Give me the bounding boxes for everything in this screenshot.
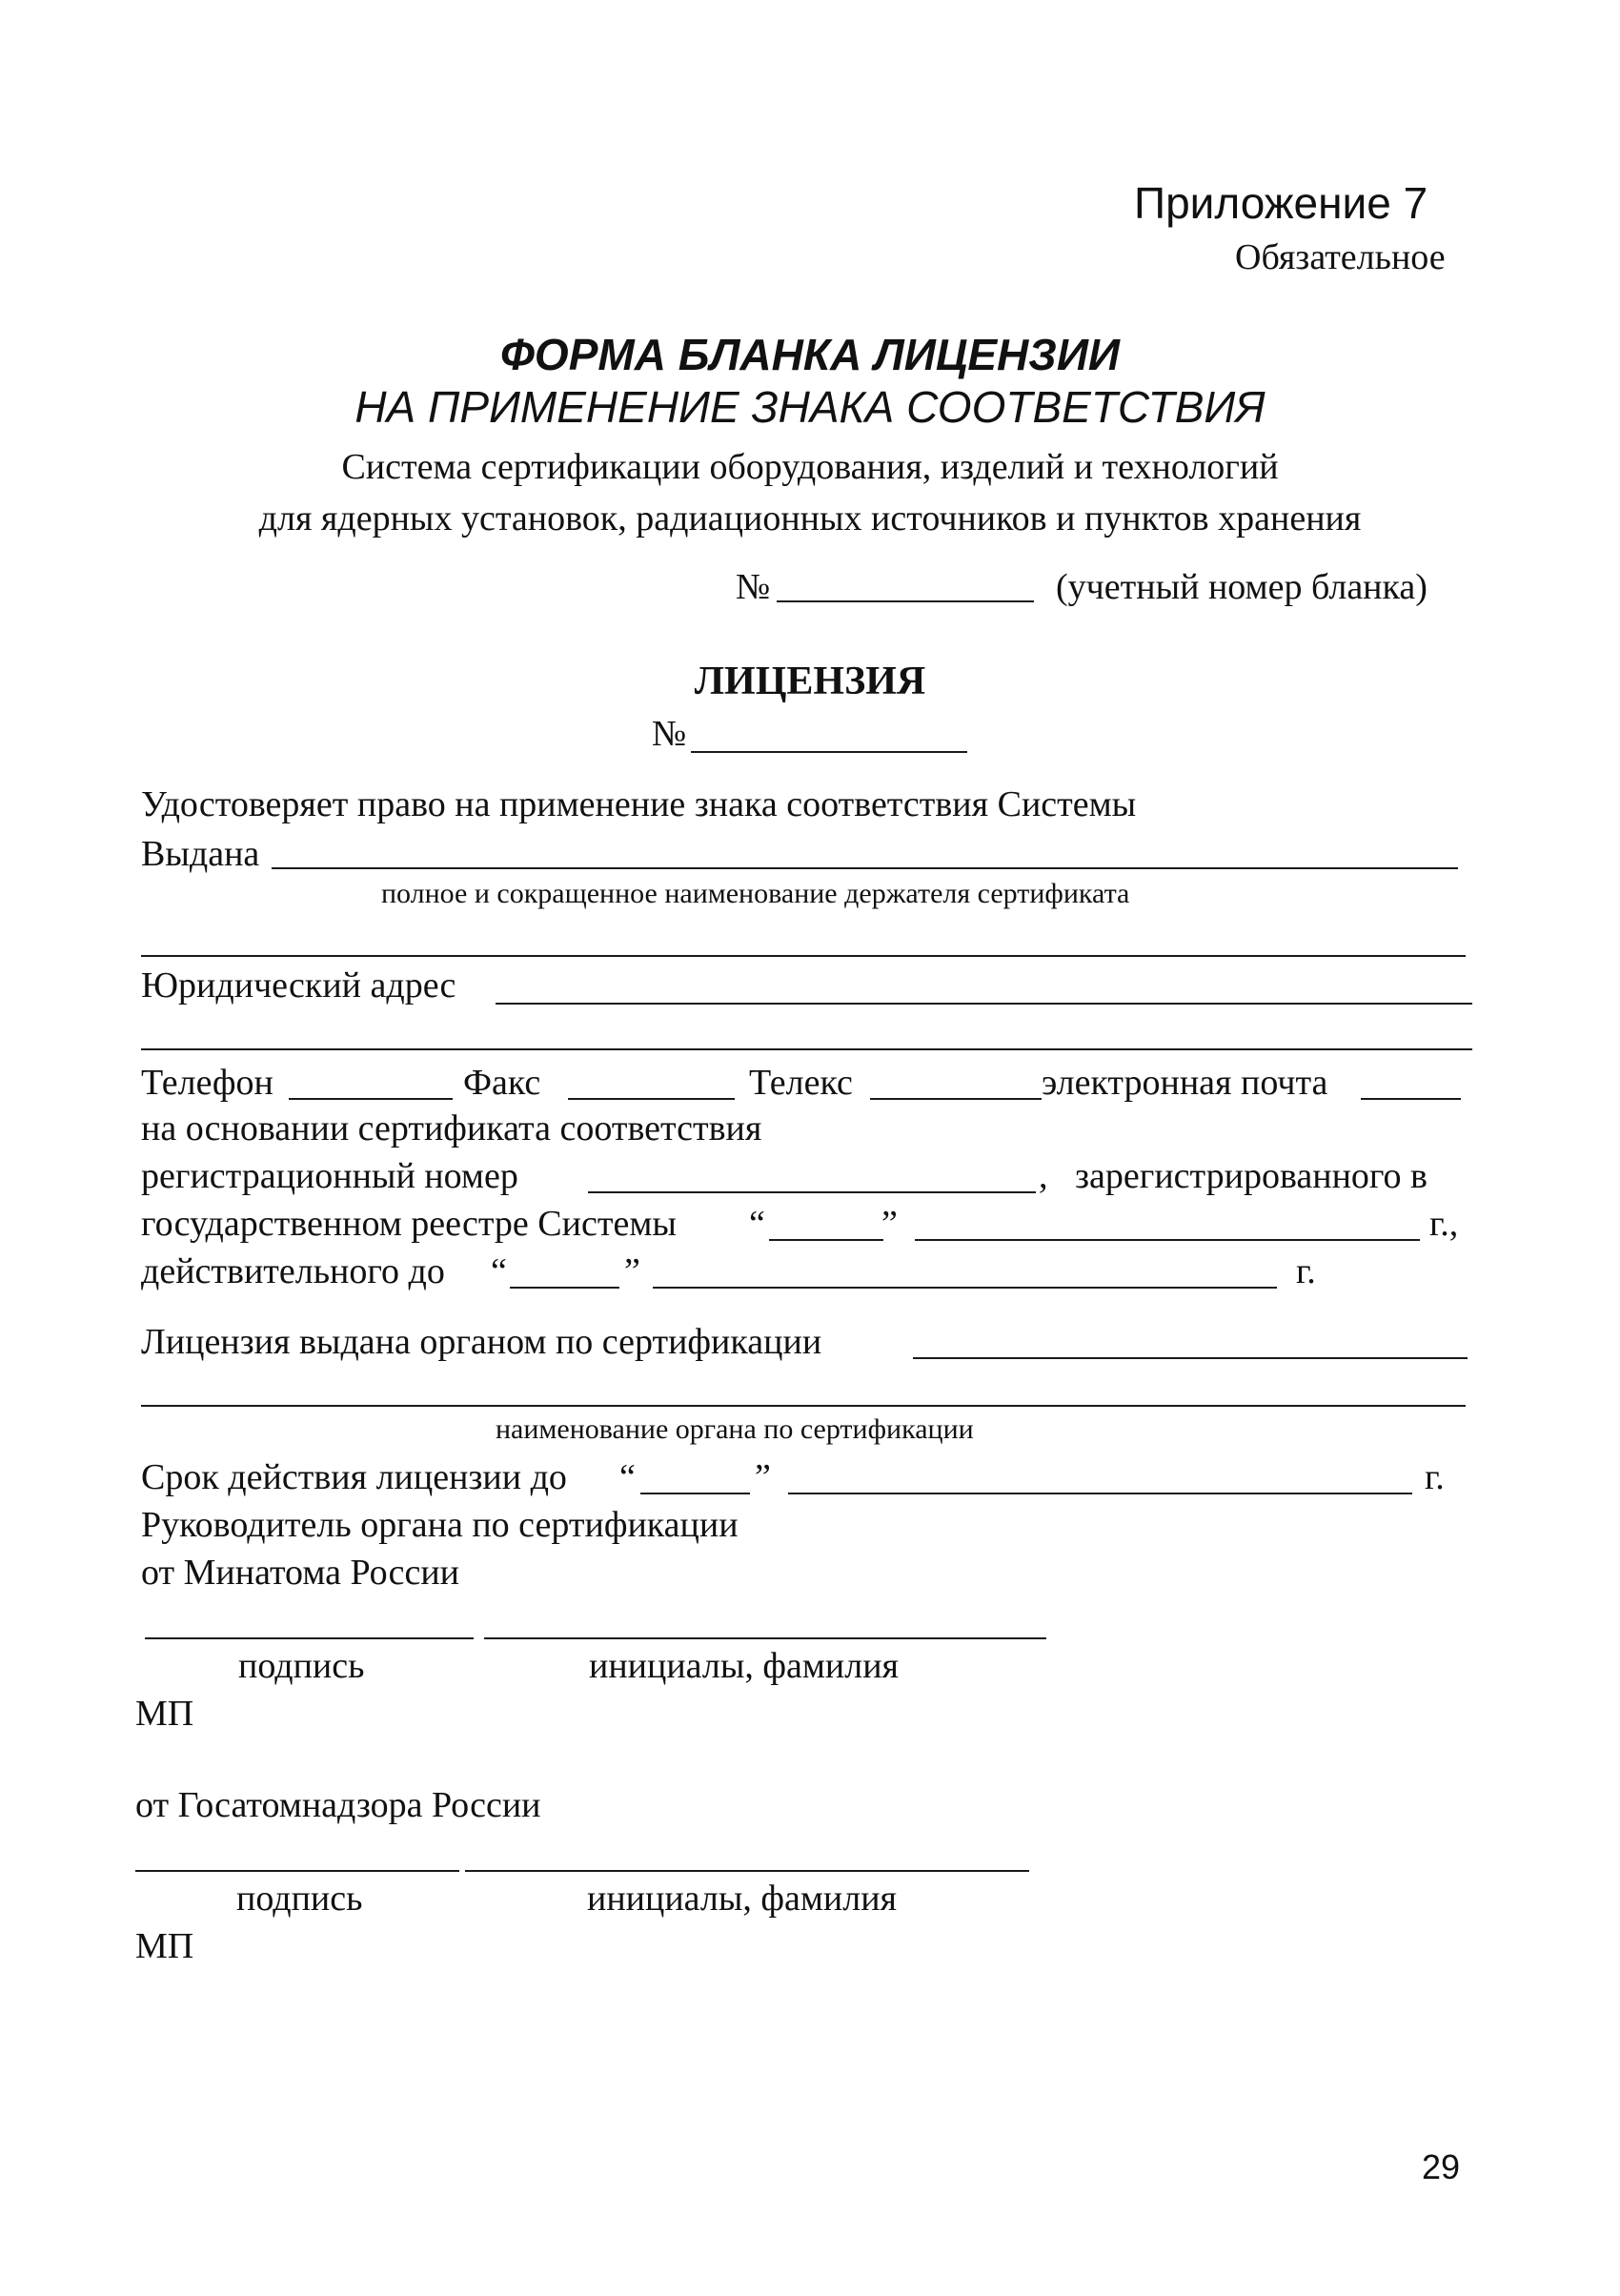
system-line2: для ядерных установок, радиационных источников и пунктов хранения	[258, 498, 1362, 538]
form-title-line1: ФОРМА БЛАНКА ЛИЦЕНЗИИ	[500, 330, 1120, 379]
appendix-status: Обязательное	[1235, 237, 1446, 277]
issued-by-label: Лицензия выдана органом по сертификации	[141, 1322, 822, 1362]
gosatom-initials-caption: инициалы, фамилия	[587, 1879, 898, 1919]
valid-open-quote: “	[491, 1251, 507, 1291]
basis-text: на основании сертификата соответствия	[141, 1108, 762, 1148]
form-title-line2: НА ПРИМЕНЕНИЕ ЗНАКА СООТВЕТСТВИЯ	[354, 382, 1266, 432]
validity-open-quote: “	[619, 1457, 636, 1497]
issued-by-line[interactable]	[913, 1357, 1468, 1359]
validity-label: Срок действия лицензии до	[141, 1457, 567, 1497]
gosatom-stamp-label: МП	[135, 1926, 194, 1966]
valid-until-label: действительного до	[141, 1251, 445, 1291]
registry-year-suffix: г.,	[1429, 1204, 1459, 1244]
reg-number-comma: ,	[1039, 1156, 1048, 1196]
minatom-initials-line[interactable]	[484, 1637, 1046, 1639]
gosatom-initials-line[interactable]	[465, 1870, 1029, 1872]
issued-to-caption: полное и сокращенное наименование держателя сертификата	[381, 878, 1130, 909]
valid-month-line[interactable]	[653, 1287, 1277, 1289]
system-line1: Система сертификации оборудования, изделий и технологий	[341, 447, 1279, 487]
legal-address-label: Юридический адрес	[141, 965, 456, 1006]
registered-text: зарегистрированного в	[1075, 1156, 1428, 1196]
blank-number-line[interactable]	[777, 600, 1034, 602]
issued-to-line-2[interactable]	[141, 955, 1466, 957]
blank-number-sign: №	[736, 567, 771, 607]
validity-year-suffix: г.	[1425, 1457, 1445, 1497]
page-number: 29	[1422, 2147, 1461, 2186]
state-registry-label: государственном реестре Системы	[141, 1204, 677, 1244]
from-gosatom-text: от Госатомнадзора России	[135, 1785, 541, 1825]
registry-open-quote: “	[749, 1204, 765, 1244]
head-of-body-text: Руководитель органа по сертификации	[141, 1505, 739, 1545]
registry-month-line[interactable]	[915, 1239, 1420, 1241]
certifies-text: Удостоверяет право на применение знака соответствия Системы	[141, 784, 1137, 824]
telex-line[interactable]	[870, 1098, 1042, 1100]
fax-label: Факс	[463, 1063, 541, 1103]
blank-number-caption: (учетный номер бланка)	[1056, 567, 1428, 607]
valid-day-line[interactable]	[510, 1287, 619, 1289]
legal-address-line[interactable]	[496, 1003, 1472, 1005]
license-heading: ЛИЦЕНЗИЯ	[694, 660, 926, 703]
reg-number-line[interactable]	[588, 1191, 1036, 1193]
minatom-signature-caption: подпись	[238, 1646, 365, 1686]
valid-year-suffix: г.	[1296, 1251, 1316, 1291]
email-line[interactable]	[1361, 1098, 1461, 1100]
appendix-label: Приложение 7	[1134, 178, 1428, 228]
gosatom-signature-line[interactable]	[135, 1870, 459, 1872]
from-minatom-text: от Минатома России	[141, 1553, 460, 1593]
email-label: электронная почта	[1042, 1063, 1328, 1103]
fax-line[interactable]	[568, 1098, 735, 1100]
telex-label: Телекс	[749, 1063, 853, 1103]
minatom-stamp-label: МП	[135, 1694, 194, 1734]
issued-to-label: Выдана	[141, 834, 260, 874]
minatom-signature-line[interactable]	[145, 1637, 474, 1639]
valid-close-quote: ”	[624, 1251, 640, 1291]
phone-line[interactable]	[289, 1098, 453, 1100]
validity-month-line[interactable]	[788, 1493, 1412, 1494]
issued-to-line[interactable]	[272, 867, 1458, 869]
phone-label: Телефон	[141, 1063, 273, 1103]
validity-close-quote: ”	[755, 1457, 771, 1497]
registry-day-line[interactable]	[769, 1239, 883, 1241]
gosatom-signature-caption: подпись	[236, 1879, 363, 1919]
validity-day-line[interactable]	[640, 1493, 750, 1494]
license-number-line[interactable]	[691, 751, 967, 753]
issued-by-line-2[interactable]	[141, 1405, 1466, 1407]
issued-by-caption: наименование органа по сертификации	[496, 1413, 974, 1445]
legal-address-line-2[interactable]	[141, 1048, 1472, 1050]
registry-close-quote: ”	[881, 1204, 898, 1244]
minatom-initials-caption: инициалы, фамилия	[589, 1646, 900, 1686]
license-number-sign: №	[652, 714, 687, 754]
reg-number-label: регистрационный номер	[141, 1156, 518, 1196]
